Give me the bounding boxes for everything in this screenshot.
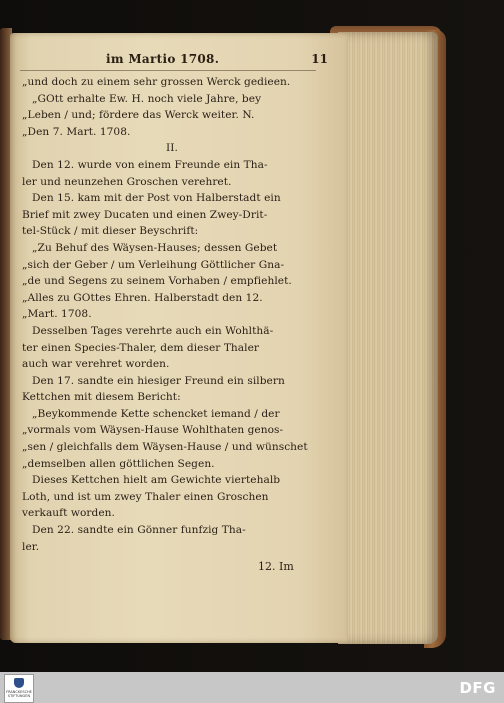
text-line: „und doch zu einem sehr grossen Werck gedieen. (22, 76, 291, 88)
text-line: ler und neunzehen Groschen verehret. (22, 175, 232, 188)
text-line: Den 22. sandte ein Gönner funfzig Tha- (32, 524, 246, 537)
header-rule (20, 70, 316, 71)
text-line: „Alles zu GOttes Ehren. Halberstadt den 12. (22, 291, 263, 304)
text-line: II. (166, 142, 178, 155)
text-line: „de und Segens zu seinem Vorhaben / empfiehlet. (22, 275, 292, 288)
logo-label: FRANCKESCHE STIFTUNGEN (6, 690, 32, 698)
catchword: 12. Im (258, 560, 294, 573)
institution-logo[interactable] (4, 674, 34, 703)
text-line: „sich der Geber / um Verleihung Göttlicher Gna- (22, 258, 285, 271)
dfg-logo[interactable]: DFG (459, 679, 496, 697)
running-head (14, 50, 334, 70)
viewer-footer-bar (0, 672, 504, 703)
text-line: tel-Stück / mit dieser Beyschrift: (22, 225, 199, 238)
page-number: 11 (311, 52, 328, 66)
text-line: „Zu Behuf des Wäysen-Hauses; dessen Gebet (32, 241, 278, 254)
text-line: Den 12. wurde von einem Freunde ein Tha- (32, 158, 268, 171)
text-line: Loth, und ist um zwey Thaler einen Groschen (22, 490, 269, 503)
body-text (22, 74, 322, 555)
crest-icon (14, 678, 24, 688)
running-title: im Martio 1708. (106, 52, 220, 66)
text-line: Kettchen mit diesem Bericht: (22, 391, 181, 404)
text-line: ler. (22, 540, 40, 553)
text-line: „sen / gleichfalls dem Wäysen-Hause / und wünschet (22, 441, 308, 454)
text-line: „Den 7. Mart. 1708. (22, 125, 131, 138)
text-line: Dieses Kettchen hielt am Gewichte viertehalb (32, 474, 281, 487)
text-line: „Mart. 1708. (22, 308, 92, 321)
text-line: „GOtt erhalte Ew. H. noch viele Jahre, bey (32, 92, 262, 105)
text-line: Den 15. kam mit der Post von Halberstadt ein (32, 192, 281, 205)
text-line: auch war verehret worden. (22, 358, 170, 371)
text-line: Brief mit zwey Ducaten und einen Zwey-Drit- (22, 208, 268, 221)
text-line: „demselben allen göttlichen Segen. (22, 457, 215, 470)
text-line: Desselben Tages verehrte auch ein Wohlthä- (32, 324, 274, 337)
text-line: „Beykommende Kette schencket iemand / der (32, 407, 280, 420)
page-block-edges (338, 32, 438, 644)
text-line: ter einen Species-Thaler, dem dieser Thaler (22, 341, 260, 354)
text-line: „vormals vom Wäysen-Hause Wohlthaten genos- (22, 424, 284, 437)
text-line: verkauft worden. (22, 507, 115, 520)
text-line: „Leben / und; fördere das Werck weiter. N. (22, 109, 255, 122)
text-line: Den 17. sandte ein hiesiger Freund ein silbern (32, 374, 285, 387)
